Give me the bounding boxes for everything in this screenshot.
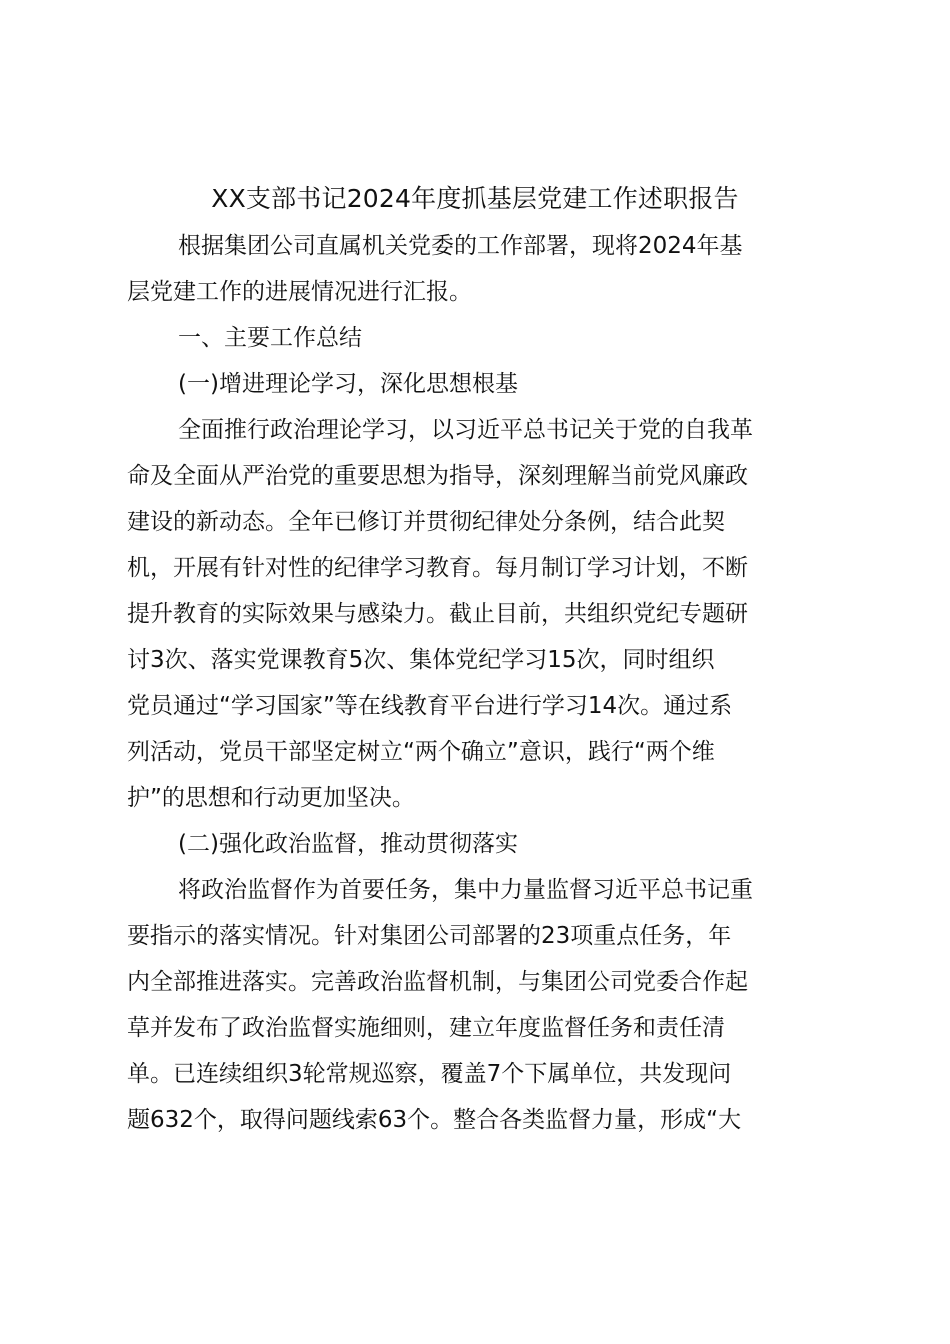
paragraph-line: 机，开展有针对性的纪律学习教育。每月制订学习计划，不断 bbox=[127, 555, 748, 581]
paragraph-line: 党员通过“学习国家”等在线教育平台进行学习14次。通过系 bbox=[127, 693, 733, 719]
paragraph-line: 内全部推进落实。完善政治监督机制，与集团公司党委合作起 bbox=[127, 969, 748, 995]
subsection-heading: (一)增进理论学习，深化思想根基 bbox=[178, 371, 518, 397]
paragraph-line: 将政治监督作为首要任务，集中力量监督习近平总书记重 bbox=[178, 877, 753, 903]
paragraph-line: 建设的新动态。全年已修订并贯彻纪律处分条例，结合此契 bbox=[127, 509, 725, 535]
intro-line-1: 根据集团公司直属机关党委的工作部署，现将2024年基 bbox=[178, 233, 743, 259]
paragraph-line: 命及全面从严治党的重要思想为指导，深刻理解当前党风廉政 bbox=[127, 463, 748, 489]
section-heading: 一、主要工作总结 bbox=[178, 325, 362, 351]
paragraph-line: 提升教育的实际效果与感染力。截止目前，共组织党纪专题研 bbox=[127, 601, 748, 627]
paragraph-line: 单。已连续组织3轮常规巡察，覆盖7个下属单位，共发现问 bbox=[127, 1061, 732, 1087]
paragraph-line: 草并发布了政治监督实施细则，建立年度监督任务和责任清 bbox=[127, 1015, 725, 1041]
paragraph-line: 全面推行政治理论学习，以习近平总书记关于党的自我革 bbox=[178, 417, 753, 443]
paragraph-line: 列活动，党员干部坚定树立“两个确立”意识，践行“两个维 bbox=[127, 739, 715, 765]
paragraph-line: 讨3次、落实党课教育5次、集体党纪学习15次，同时组织 bbox=[127, 647, 715, 673]
intro-line-2: 层党建工作的进展情况进行汇报。 bbox=[127, 279, 472, 305]
paragraph-line: 护”的思想和行动更加坚决。 bbox=[127, 785, 415, 811]
subsection-heading: (二)强化政治监督，推动贯彻落实 bbox=[178, 831, 518, 857]
document-title: XX支部书记2024年度抓基层党建工作述职报告 bbox=[211, 184, 739, 213]
paragraph-line: 题632个，取得问题线索63个。整合各类监督力量，形成“大 bbox=[127, 1107, 742, 1133]
paragraph-line: 要指示的落实情况。针对集团公司部署的23项重点任务，年 bbox=[127, 923, 732, 949]
